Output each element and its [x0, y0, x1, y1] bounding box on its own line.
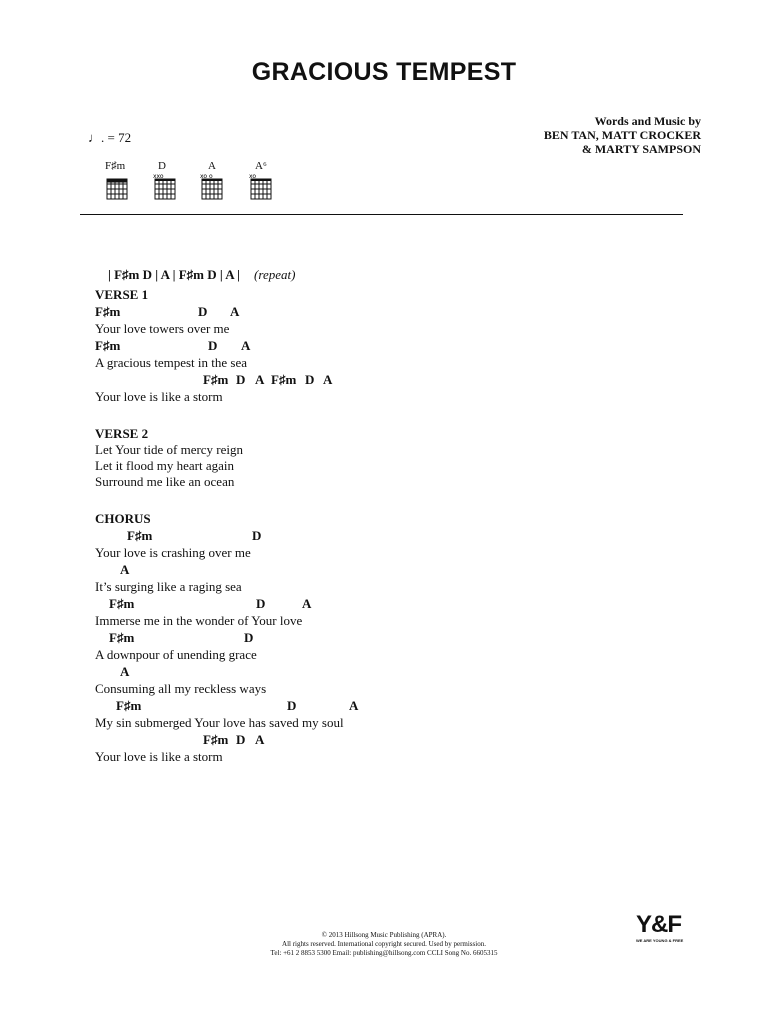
chord: F♯m — [203, 732, 229, 747]
chord-row — [95, 561, 344, 578]
chord-a6-string-marks: xo — [249, 173, 257, 180]
chord-row — [95, 595, 344, 612]
section-label-chorus: CHORUS — [95, 511, 151, 526]
chord: A — [323, 372, 333, 387]
chord: D — [244, 630, 254, 645]
chord: D — [198, 304, 208, 319]
lyric-line: Consuming all my reckless ways — [95, 681, 267, 696]
chord-d-string-marks: xxo — [153, 173, 164, 180]
section-label-verse-1: VERSE 1 — [95, 287, 149, 302]
chord: D — [252, 528, 262, 543]
chord-row — [95, 731, 344, 748]
logo-mark: Y&F — [636, 911, 681, 938]
chord: F♯m — [109, 596, 135, 611]
chord-diagrams — [100, 160, 300, 205]
intro-line — [95, 249, 344, 282]
chord: F♯m — [95, 338, 121, 353]
lyric-line: It’s surging like a raging sea — [95, 579, 242, 594]
chord: A — [255, 732, 265, 747]
chord: A — [230, 304, 240, 319]
copyright-line-2: All rights reserved. International copyright secured. Used by permission. — [282, 940, 486, 948]
credits — [544, 114, 701, 156]
logo-tagline: WE ARE YOUNG & FREE — [636, 938, 684, 943]
lyrics-body — [95, 249, 359, 765]
chord-grid-fsharpm — [107, 179, 127, 199]
lyric-line: Let it flood my heart again — [95, 458, 234, 473]
chord: F♯m — [203, 372, 229, 387]
chord-diagram-label-a: A — [208, 160, 216, 172]
lyric-line: A gracious tempest in the sea — [95, 355, 247, 370]
chord: D — [305, 372, 315, 387]
chord: D — [287, 698, 297, 713]
header-divider — [80, 214, 683, 215]
chord: F♯m — [127, 528, 153, 543]
lyric-line: Your love is like a storm — [95, 389, 223, 404]
chord-diagram-label-a6: A⁶ — [255, 160, 267, 172]
chord: A — [349, 698, 359, 713]
credits-heading: Words and Music by — [594, 114, 701, 128]
chord: D — [236, 732, 246, 747]
chord-row — [95, 527, 344, 544]
chord-row — [95, 337, 344, 354]
chord-grid-a — [202, 179, 222, 199]
lyric-line: My sin submerged Your love has saved my soul — [95, 715, 344, 730]
chord: A — [255, 372, 265, 387]
chord: D — [236, 372, 246, 387]
intro-progression: | F♯m D | A | F♯m D | A | — [108, 267, 241, 282]
lyric-line: Your love towers over me — [95, 321, 230, 336]
copyright-line-3: Tel: +61 2 8853 5300 Email: publishing@hillsong.com CCLI Song No. 6605315 — [270, 949, 498, 957]
lyric-line: Your love is like a storm — [95, 749, 223, 764]
chord-grid-a6 — [251, 179, 271, 199]
chord: F♯m — [109, 630, 135, 645]
lyric-line: Immerse me in the wonder of Your love — [95, 613, 303, 628]
copyright-line-1: © 2013 Hillsong Music Publishing (APRA). — [321, 931, 447, 939]
credits-writers-2: & MARTY SAMPSON — [581, 142, 701, 156]
intro-repeat-note: (repeat) — [254, 267, 296, 282]
lyric-line: Let Your tide of mercy reign — [95, 442, 244, 457]
lyric-line: A downpour of unending grace — [95, 647, 257, 662]
tempo-marking: ♩. = 72 — [88, 130, 132, 145]
chord: D — [208, 338, 218, 353]
chord: A — [241, 338, 251, 353]
chord: D — [256, 596, 266, 611]
chord-row — [95, 629, 344, 646]
chord-diagram-label-fsharpm: F♯m — [105, 160, 126, 172]
chord: A — [302, 596, 312, 611]
chord-row — [95, 663, 344, 680]
chord: A — [120, 562, 130, 577]
song-title: GRACIOUS TEMPEST — [251, 58, 517, 86]
young-and-free-logo — [636, 913, 688, 943]
credits-writers-1: BEN TAN, MATT CROCKER — [543, 128, 701, 142]
chord-grid-graphics — [100, 160, 300, 205]
chord-a-string-marks: xo o — [200, 173, 213, 180]
chord-row — [95, 371, 344, 388]
chord: F♯m — [95, 304, 121, 319]
section-label-verse-2: VERSE 2 — [95, 426, 149, 441]
lyric-line: Your love is crashing over me — [95, 545, 251, 560]
chord-grid-d — [155, 179, 175, 199]
lyric-line: Surround me like an ocean — [95, 474, 235, 489]
chord: F♯m — [116, 698, 142, 713]
chord-diagram-label-d: D — [158, 160, 166, 172]
chord-row — [95, 697, 359, 714]
chord: A — [120, 664, 130, 679]
chord: F♯m — [271, 372, 297, 387]
chord-row — [95, 303, 344, 320]
